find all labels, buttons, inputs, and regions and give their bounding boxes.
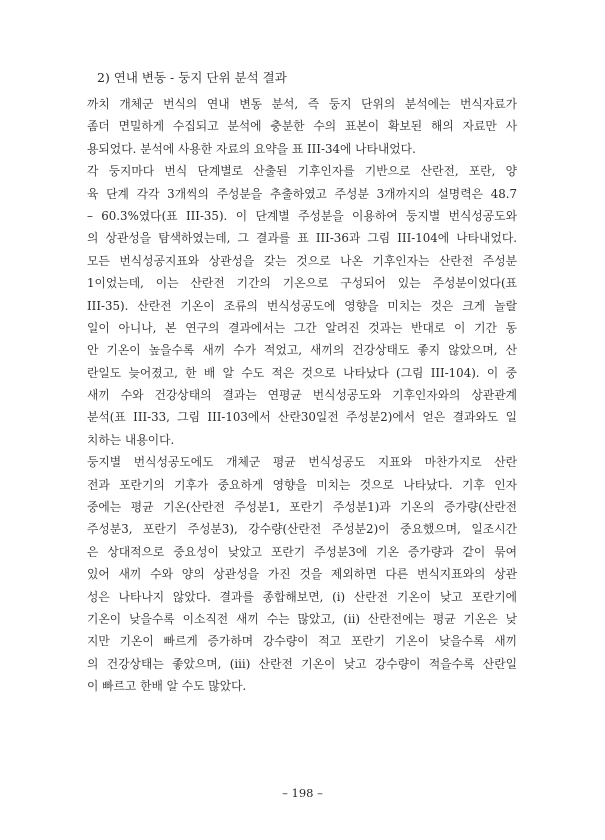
body-text xyxy=(87,93,517,698)
section-heading: 2) 연내 변동 - 둥지 단위 분석 결과 xyxy=(97,70,287,85)
text-line: 일이 아니나, 본 연구의 결과에서는 그간 알려진 것과는 반대로 이 기간 동 xyxy=(87,320,517,335)
text-line: III-35). 산란전 기온이 조류의 번식성공도에 영향을 미치는 것은 크게 놀랄 xyxy=(87,298,517,313)
text-line: 분석(표 III-33, 그림 III-103에서 산란30일전 주성분2)에서 얻은 결과와도 일 xyxy=(87,410,517,425)
page-number: – 198 – xyxy=(282,786,323,800)
text-line: 이 빠르고 한배 알 수도 많았다. xyxy=(87,679,247,694)
paragraph-3 xyxy=(87,451,517,697)
text-line: 전과 포란기의 기후가 중요하게 영향을 미치는 것으로 나타났다. 기후 인자 xyxy=(87,477,517,492)
text-line: 육 단계 각각 3개씩의 주성분을 추출하였고 주성분 3개까지의 설명력은 48.7 xyxy=(87,186,517,201)
paragraph-2 xyxy=(87,160,517,451)
paragraph-1 xyxy=(87,93,517,160)
text-line: 새끼 수와 건강상태의 결과는 연평균 번식성공도와 기후인자와의 상관관계 xyxy=(87,388,517,403)
text-line: 란일도 늦어졌고, 한 배 알 수도 적은 것으로 나타났다 (그림 III-104). 이 중 xyxy=(87,365,517,380)
text-line: 용되었다. 분석에 사용한 자료의 요약을 표 III-34에 나타내었다. xyxy=(87,141,416,156)
text-line: 있어 새끼 수와 양의 상관성을 가진 것을 제외하면 다른 번식지표와의 상관 xyxy=(87,567,517,582)
text-line: 각 둥지마다 번식 단계별로 산출된 기후인자를 기반으로 산란전, 포란, 양 xyxy=(87,164,517,179)
text-line: 성은 나타나지 않았다. 결과를 종합해보면, (i) 산란전 기온이 낮고 포란기에 xyxy=(87,589,517,604)
text-line: 좀더 면밀하게 수집되고 분석에 충분한 수의 표본이 확보된 해의 자료만 사 xyxy=(87,119,517,134)
text-line: 안 기온이 높을수록 새끼 수가 적었고, 새끼의 건강상태도 좋지 않았으며, 산 xyxy=(87,343,517,358)
text-line: 지만 기온이 빠르게 증가하며 강수량이 적고 포란기 기온이 낮을수록 새끼 xyxy=(87,634,517,649)
text-line: 기온이 낮을수록 이소직전 새끼 수는 많았고, (ii) 산란전에는 평균 기온은 낮 xyxy=(87,611,517,626)
text-line: 중에는 평균 기온(산란전 주성분1, 포란기 주성분1)과 기온의 증가량(산란전 xyxy=(87,500,517,515)
text-line: 치하는 내용이다. xyxy=(87,432,175,447)
text-line: – 60.3%였다(표 III-35). 이 단계별 주성분을 이용하여 둥지별 번식성공도와 xyxy=(87,208,517,223)
text-line: 1이었는데, 이는 산란전 기간의 기온으로 구성되어 있는 주성분이었다(표 xyxy=(87,276,517,291)
text-line: 은 상대적으로 중요성이 낮았고 포란기 주성분3에 기온 증가량과 같이 묶여 xyxy=(87,544,517,559)
text-line: 의 건강상태는 좋았으며, (iii) 산란전 기온이 낮고 강수량이 적을수록 산란일 xyxy=(87,656,517,671)
text-line: 의 상관성을 탐색하였는데, 그 결과를 표 III-36과 그림 III-104에 나타내었다. xyxy=(87,231,517,246)
text-line: 둥지별 번식성공도에도 개체군 평균 번식성공도 지표와 마찬가지로 산란 xyxy=(87,455,517,470)
text-line: 주성분3, 포란기 주성분3), 강수량(산란전 주성분2)이 중요했으며, 일조시간 xyxy=(87,522,517,537)
text-line: 모든 번식성공지표와 상관성을 갖는 것으로 나온 기후인자는 산란전 주성분 xyxy=(87,253,517,268)
text-line: 까치 개체군 번식의 연내 변동 분석, 즉 둥지 단위의 분석에는 번식자료가 xyxy=(87,97,517,111)
